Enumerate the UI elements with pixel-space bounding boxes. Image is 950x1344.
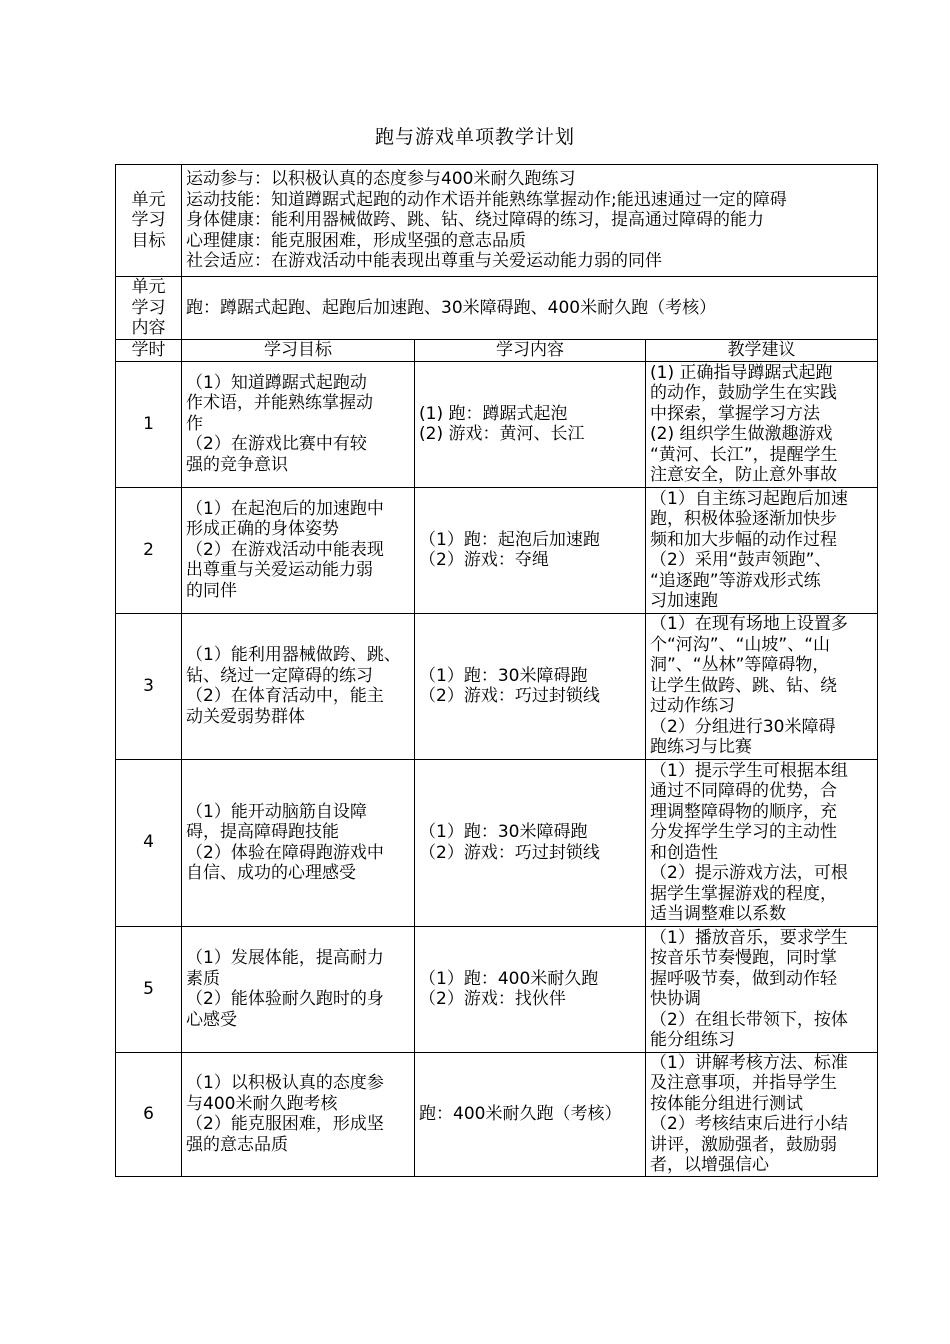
header-line: 内容 bbox=[131, 318, 166, 338]
lesson-goal-line: （1）发展体能，提高耐力 bbox=[186, 948, 384, 968]
unit-goals-row bbox=[116, 165, 878, 277]
unit-goal-line: 社会适应：在游戏活动中能表现出尊重与关爱运动能力弱的同伴 bbox=[186, 251, 662, 272]
lesson-goal bbox=[182, 1052, 415, 1176]
unit-goal-line: 身体健康：能利用器械做跨、跳、钻、绕过障碍的练习，提高通过障碍的能力 bbox=[186, 210, 764, 231]
header-line: 目标 bbox=[131, 230, 166, 251]
unit-content-row bbox=[116, 277, 878, 340]
lesson-goal-line: （2）能克服困难，形成坚 bbox=[186, 1114, 384, 1134]
lesson-advice-line: 跑练习与比赛 bbox=[650, 737, 752, 758]
lesson-goal-line: 作术语，并能熟练掌握动 bbox=[186, 393, 373, 414]
unit-goals-header bbox=[116, 165, 182, 277]
lesson-advice-line: 注意安全，防止意外事故 bbox=[650, 465, 837, 485]
lesson-advice-line: 洞”、“丛林”等障碍物， bbox=[650, 655, 830, 676]
lesson-advice-line: （1）提示学生可根据本组 bbox=[650, 760, 848, 781]
lesson-content bbox=[415, 926, 646, 1052]
unit-content-cell: 跑：蹲踞式起跑、起跑后加速跑、30米障碍跑、400米耐久跑（考核） bbox=[182, 277, 878, 340]
lesson-row bbox=[116, 487, 878, 613]
lesson-advice-line: （2）分组进行30米障碍 bbox=[650, 716, 836, 737]
lesson-advice-line: 习加速跑 bbox=[650, 591, 718, 611]
lesson-goal-line: （1）能利用器械做跨、跳、 bbox=[186, 645, 401, 665]
header-line: 单元 bbox=[131, 277, 166, 297]
lesson-content-line: （1）跑：30米障碍跑 bbox=[419, 665, 588, 686]
lesson-advice-line: 和创造性 bbox=[650, 842, 718, 863]
lesson-goal-line: （2）在游戏活动中能表现 bbox=[186, 539, 384, 560]
unit-content-header-text bbox=[116, 277, 181, 339]
unit-goal-line: 运动技能：知道蹲踞式起跑的动作术语并能熟练掌握动作;能迅速通过一定的障碍 bbox=[186, 189, 787, 210]
lesson-advice-line: （2）提示游戏方法，可根 bbox=[650, 863, 848, 883]
lesson-goal bbox=[182, 759, 415, 926]
lesson-advice bbox=[646, 759, 878, 926]
lesson-advice-line: (1) 正确指导蹲踞式起跑 bbox=[650, 362, 833, 383]
lesson-advice-line: 能分组练习 bbox=[650, 1030, 735, 1050]
lesson-advice-line: (2) 组织学生做激趣游戏 bbox=[650, 424, 833, 444]
lesson-advice-line: “追逐跑”等游戏形式练 bbox=[650, 570, 821, 591]
unit-goals-cell bbox=[182, 165, 878, 277]
lesson-advice-line: （1）在现有场地上设置多 bbox=[650, 614, 848, 635]
lesson-advice-line: 跑，积极体验逐渐加快步 bbox=[650, 509, 837, 529]
lesson-advice bbox=[646, 1052, 878, 1176]
lesson-goal-line: （1）在起泡后的加速跑中 bbox=[186, 498, 384, 519]
document-title: 跑与游戏单项教学计划 bbox=[374, 126, 575, 148]
column-header-advice: 教学建议 bbox=[646, 339, 878, 361]
lesson-goal bbox=[182, 487, 415, 613]
lesson-content bbox=[415, 1052, 646, 1176]
lesson-hour: 4 bbox=[116, 759, 182, 926]
lesson-rows bbox=[116, 361, 878, 1176]
lesson-goal-line: 碍，提高障碍跑技能 bbox=[186, 822, 339, 842]
lesson-goal-line: （2）能体验耐久跑时的身 bbox=[186, 989, 384, 1009]
lesson-goal-line: 强的竞争意识 bbox=[186, 454, 288, 475]
lesson-advice-line: 据学生掌握游戏的程度， bbox=[650, 883, 837, 904]
lesson-goal-line: 出尊重与关爱运动能力弱 bbox=[186, 560, 373, 581]
lesson-advice bbox=[646, 361, 878, 487]
lesson-content-line: （2）游戏：夺绳 bbox=[419, 550, 549, 570]
lesson-goal-line: （1）知道蹲踞式起跑动 bbox=[186, 372, 367, 393]
lesson-hour: 1 bbox=[116, 361, 182, 487]
column-header-row bbox=[116, 339, 878, 361]
lesson-goal-line: 形成正确的身体姿势 bbox=[186, 519, 339, 540]
lesson-goal-line: （2）在游戏比赛中有较 bbox=[186, 434, 367, 455]
lesson-content bbox=[415, 759, 646, 926]
lesson-advice bbox=[646, 926, 878, 1052]
lesson-advice-line: （1）自主练习起跑后加速 bbox=[650, 488, 848, 509]
lesson-goal bbox=[182, 361, 415, 487]
lesson-content-line: （1）跑：起泡后加速跑 bbox=[419, 529, 600, 550]
lesson-hour: 6 bbox=[116, 1052, 182, 1176]
lesson-advice-line: （2）在组长带领下，按体 bbox=[650, 1009, 848, 1030]
lesson-row bbox=[116, 613, 878, 759]
lesson-advice-line: 过动作练习 bbox=[650, 696, 735, 717]
lesson-goal-line: 作 bbox=[186, 413, 203, 434]
header-line: 学习 bbox=[131, 297, 166, 318]
lesson-advice-line: （2）采用“鼓声领跑”、 bbox=[650, 550, 832, 570]
lesson-row bbox=[116, 926, 878, 1052]
lesson-row bbox=[116, 1052, 878, 1176]
lesson-goal-line: （1）能开动脑筋自设障 bbox=[186, 801, 367, 822]
lesson-advice-line: 个“河沟”、“山坡”、“山 bbox=[650, 634, 831, 655]
lesson-goal bbox=[182, 613, 415, 759]
unit-goal-line: 心理健康：能克服困难，形成坚强的意志品质 bbox=[186, 230, 526, 251]
lesson-advice-line: 及注意事项，并指导学生 bbox=[650, 1073, 837, 1093]
lesson-advice bbox=[646, 487, 878, 613]
lesson-goal-line: （2）在体育活动中，能主 bbox=[186, 686, 384, 706]
lesson-goal-line: （2）体验在障碍跑游戏中 bbox=[186, 842, 384, 863]
lesson-row bbox=[116, 361, 878, 487]
lesson-advice-line: 者，以增强信心 bbox=[650, 1155, 769, 1175]
lesson-advice-line: 适当调整难以系数 bbox=[650, 904, 786, 924]
teaching-plan-table bbox=[115, 164, 878, 1177]
lesson-advice-line: 的动作，鼓励学生在实践 bbox=[650, 383, 837, 403]
lesson-content-line: （1）跑：30米障碍跑 bbox=[419, 822, 588, 842]
column-header-hour: 学时 bbox=[116, 339, 182, 361]
lesson-hour: 5 bbox=[116, 926, 182, 1052]
lesson-advice-line: “黄河、长江”，提醒学生 bbox=[650, 444, 838, 465]
lesson-content-line: （1）跑：400米耐久跑 bbox=[419, 968, 599, 989]
lesson-hour: 2 bbox=[116, 487, 182, 613]
lesson-goal-line: 动关爱弱势群体 bbox=[186, 706, 305, 727]
lesson-goal-line: 的同伴 bbox=[186, 580, 237, 601]
lesson-advice-line: 按音乐节奏慢跑，同时掌 bbox=[650, 948, 837, 968]
lesson-content-line: （2）游戏：巧过封锁线 bbox=[419, 842, 600, 863]
column-header-content: 学习内容 bbox=[415, 339, 646, 361]
lesson-advice-line: （2）考核结束后进行小结 bbox=[650, 1114, 848, 1134]
lesson-advice-line: 理调整障碍物的顺序，充 bbox=[650, 801, 837, 822]
lesson-advice-line: 频和加大步幅的动作过程 bbox=[650, 529, 837, 550]
lesson-goal-line: 与400米耐久跑考核 bbox=[186, 1093, 338, 1114]
lesson-advice-line: 握呼吸节奏，做到动作轻 bbox=[650, 968, 837, 989]
lesson-advice-line: 通过不同障碍的优势，合 bbox=[650, 781, 837, 801]
lesson-goal-line: 心感受 bbox=[186, 1009, 237, 1030]
lesson-content bbox=[415, 613, 646, 759]
lesson-goal-line: 素质 bbox=[186, 968, 220, 989]
lesson-advice bbox=[646, 613, 878, 759]
lesson-advice-line: 讲评，激励强者，鼓励弱 bbox=[650, 1134, 837, 1155]
lesson-goal-line: 钻、绕过一定障碍的练习 bbox=[186, 665, 373, 686]
lesson-advice-line: 中探索，掌握学习方法 bbox=[650, 403, 820, 424]
lesson-content-line: （2）游戏：巧过封锁线 bbox=[419, 686, 600, 706]
lesson-content-line: 跑：400米耐久跑（考核） bbox=[419, 1103, 622, 1124]
lesson-advice-line: 让学生做跨、跳、钻、绕 bbox=[650, 675, 837, 696]
lesson-advice-line: （1）讲解考核方法、标准 bbox=[650, 1052, 848, 1073]
unit-goals-header-text bbox=[116, 190, 181, 252]
lesson-advice-line: 分发挥学生学习的主动性 bbox=[650, 822, 837, 842]
lesson-content-line: (1) 跑：蹲踞式起泡 bbox=[419, 403, 568, 424]
lesson-hour: 3 bbox=[116, 613, 182, 759]
lesson-goal-line: 自信、成功的心理感受 bbox=[186, 863, 356, 883]
lesson-content bbox=[415, 361, 646, 487]
unit-goal-line: 运动参与：以积极认真的态度参与400米耐久跑练习 bbox=[186, 169, 576, 190]
unit-content-header bbox=[116, 277, 182, 340]
lesson-row bbox=[116, 759, 878, 926]
lesson-content-line: （2）游戏：找伙伴 bbox=[419, 989, 566, 1009]
lesson-goal bbox=[182, 926, 415, 1052]
lesson-goal-line: （1）以积极认真的态度参 bbox=[186, 1073, 384, 1093]
column-header-goal: 学习目标 bbox=[182, 339, 415, 361]
lesson-advice-line: 按体能分组进行测试 bbox=[650, 1093, 803, 1114]
lesson-advice-line: 快协调 bbox=[650, 989, 701, 1009]
lesson-content-line: (2) 游戏：黄河、长江 bbox=[419, 424, 585, 444]
header-line: 单元 bbox=[131, 189, 166, 210]
header-line: 学习 bbox=[131, 210, 166, 231]
lesson-content bbox=[415, 487, 646, 613]
lesson-goal-line: 强的意志品质 bbox=[186, 1134, 288, 1155]
lesson-advice-line: （1）播放音乐，要求学生 bbox=[650, 927, 848, 948]
